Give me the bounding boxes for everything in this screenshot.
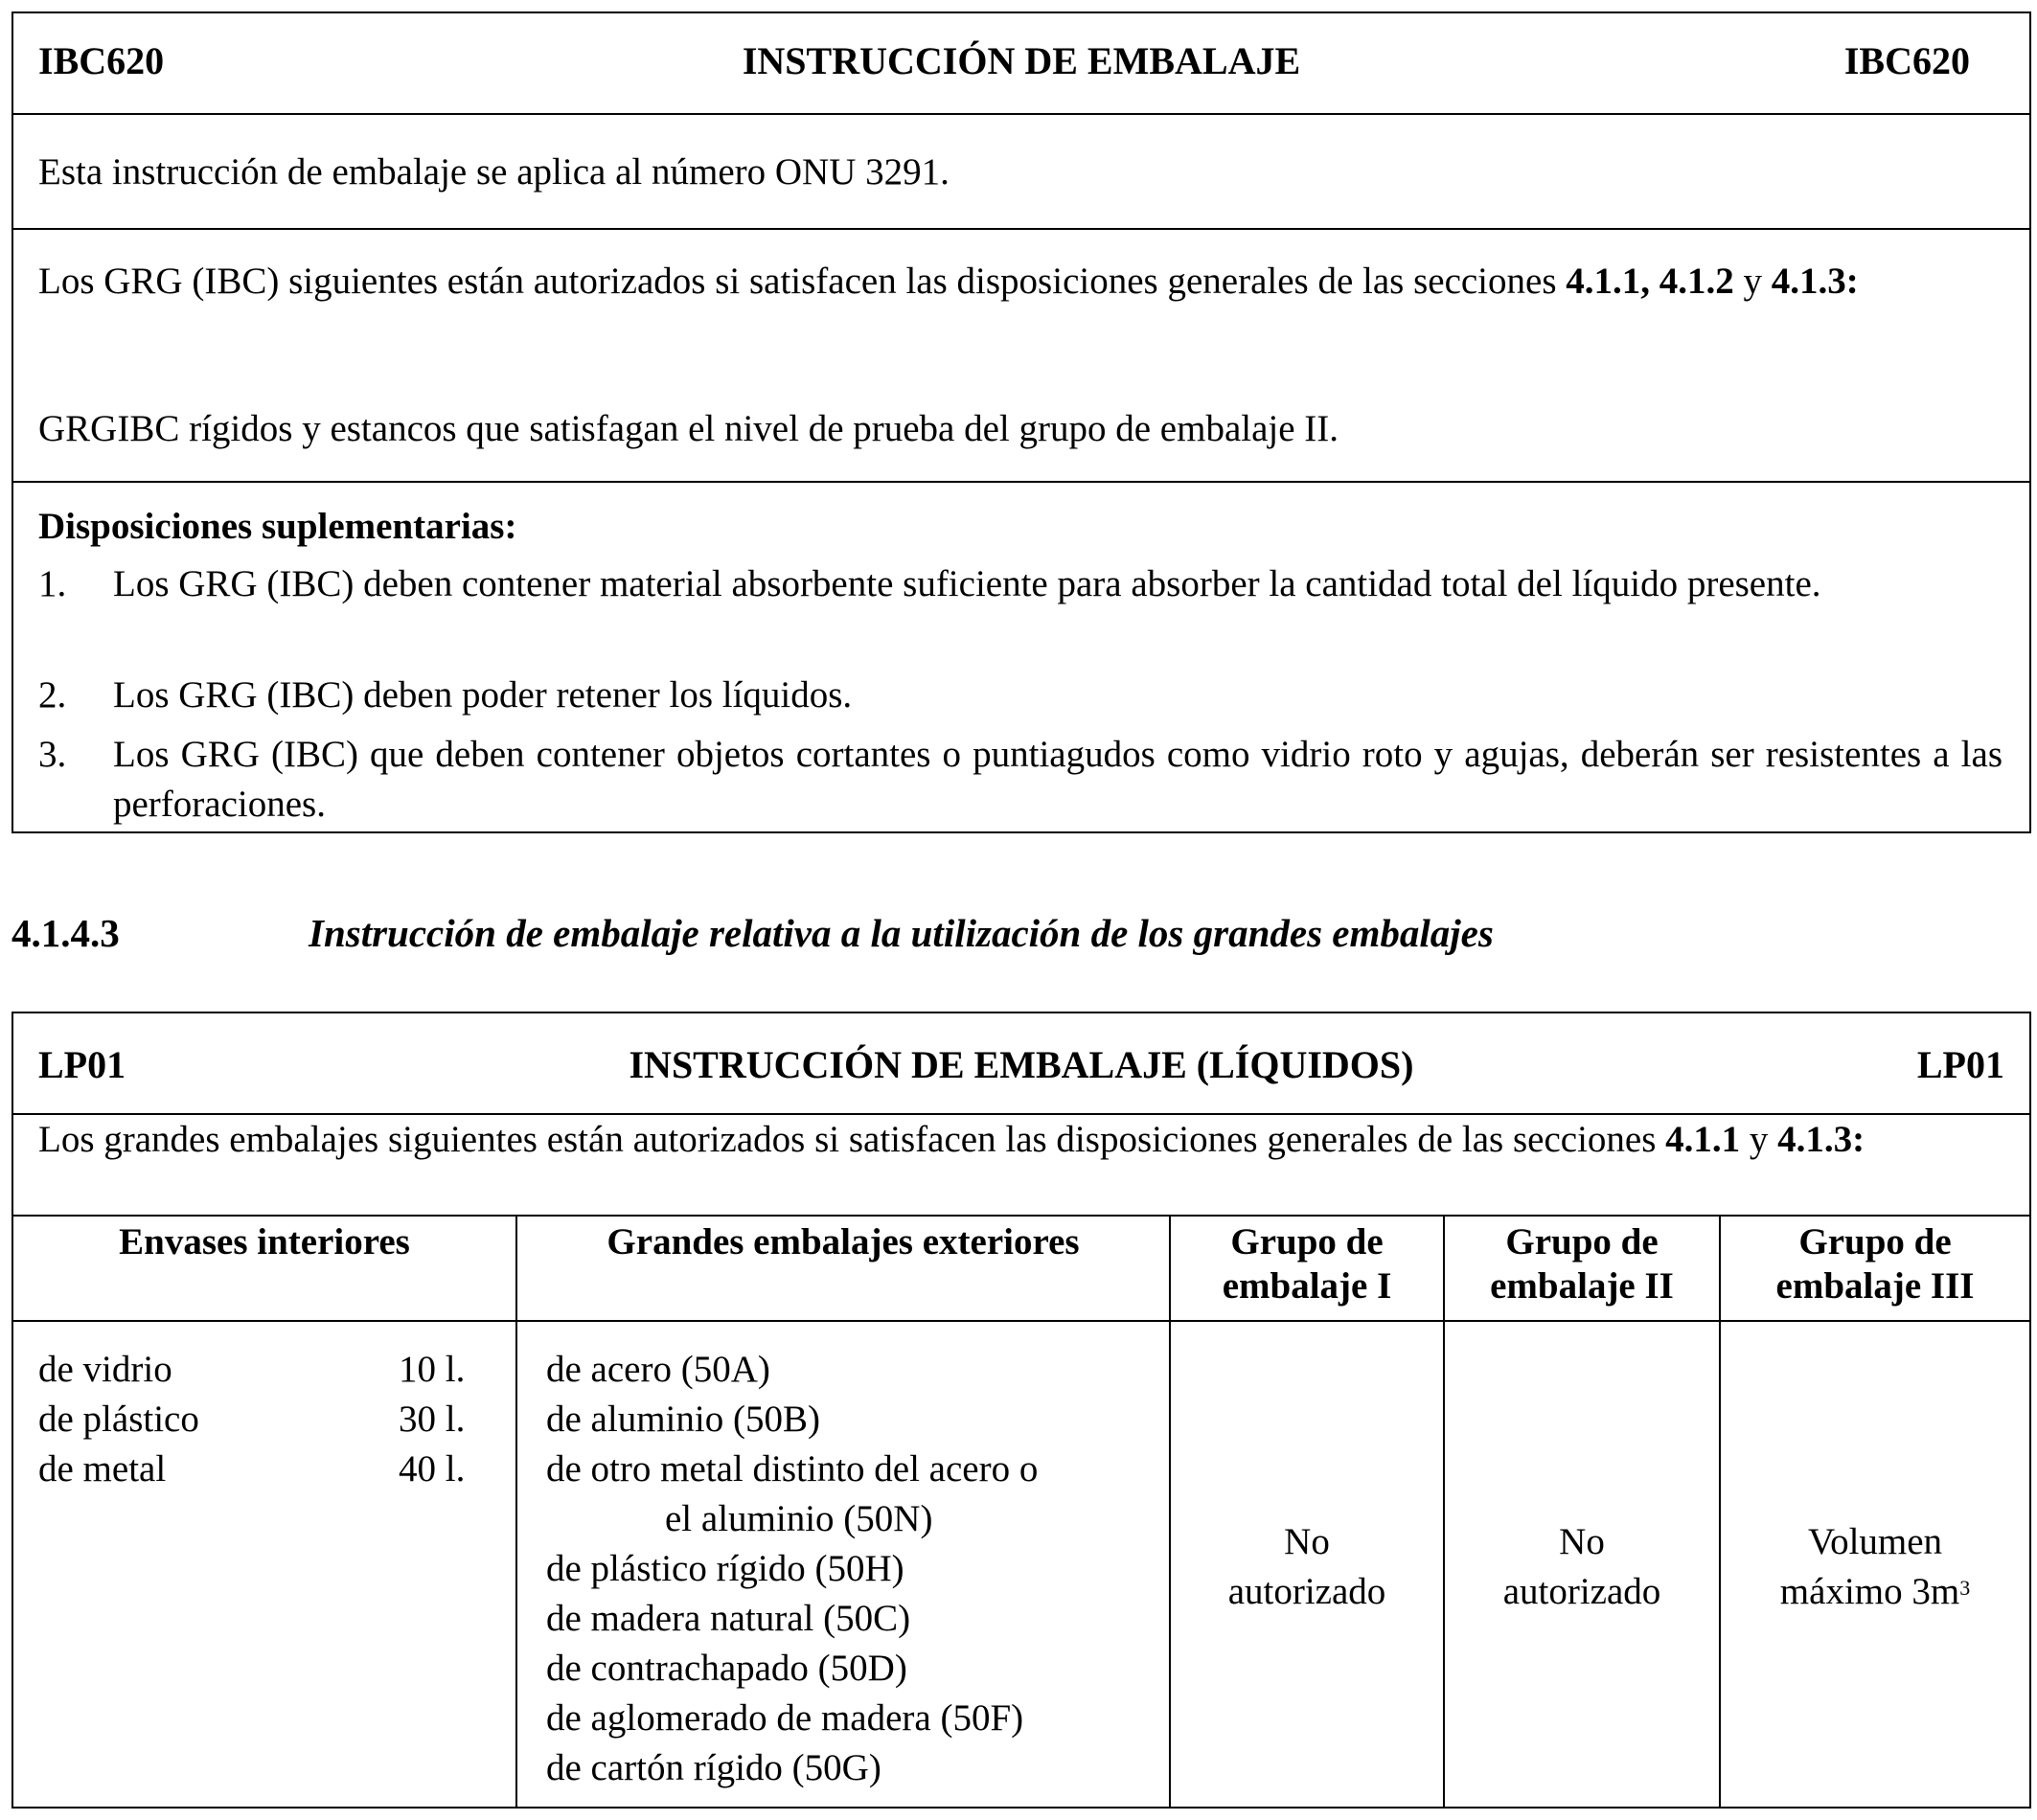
col-header-pg1 <box>1171 1220 1443 1308</box>
pg3-volume-exponent: 3 <box>1959 1576 1971 1600</box>
ibc620-box <box>11 11 2031 833</box>
lp01-title: INSTRUCCIÓN DE EMBALAJE (LÍQUIDOS) <box>629 1043 1414 1086</box>
ibc620-supp-title: Disposiciones suplementarias: <box>38 506 517 547</box>
outer-item-steel: de acero (50A) <box>546 1349 770 1390</box>
ibc620-header <box>13 13 2029 115</box>
supp-item-2 <box>38 671 2003 720</box>
outer-item-rigid-plastic: de plástico rígido (50H) <box>546 1548 904 1589</box>
col-header-outer: Grandes embalajes exteriores <box>607 1221 1080 1263</box>
ibc620-grg-line: GRGIBC rígidos y estancos que satisfagan el nivel de prueba del grupo de embalaje II. <box>38 408 1339 449</box>
pg2-cell <box>1445 1517 1719 1617</box>
ibc620-auth-row <box>13 230 2029 483</box>
ibc620-code-right: IBC620 <box>1843 39 1970 82</box>
col-header-pg3 <box>1721 1220 2029 1308</box>
supp-item-2-num: 2. <box>38 674 67 716</box>
pg3-volume-text: máximo 3m <box>1779 1571 1960 1612</box>
outer-item-natural-wood: de madera natural (50C) <box>546 1598 911 1639</box>
inner-item-glass-qty: 10 l. <box>399 1349 466 1390</box>
inner-item-plastic-qty: 30 l. <box>399 1399 466 1440</box>
outer-item-other-metal: de otro metal distinto del acero o <box>546 1448 1039 1490</box>
outer-item-fibreboard: de cartón rígido (50G) <box>546 1747 881 1788</box>
col-header-pg3-line1: Grupo de <box>1798 1221 1952 1263</box>
ibc620-auth-y: y <box>1733 261 1772 302</box>
pg1-line2: autorizado <box>1227 1571 1386 1612</box>
lp01-auth-ref1: 4.1.1 <box>1665 1119 1741 1160</box>
inner-item-metal-qty: 40 l. <box>399 1448 466 1490</box>
supp-item-1-num: 1. <box>38 563 67 604</box>
ibc620-auth-ref3: 4.1.3: <box>1771 261 1859 302</box>
section-heading <box>11 910 2024 967</box>
lp01-table <box>13 1217 2029 1807</box>
ibc620-auth-paragraph <box>38 257 2003 307</box>
pg3-cell <box>1721 1517 2029 1617</box>
section-title: Instrucción de embalaje relativa a la utilización de los grandes embalajes <box>309 911 1494 955</box>
outer-item-reconstituted-wood: de aglomerado de madera (50F) <box>546 1697 1024 1739</box>
pg3-line1: Volumen <box>1807 1521 1943 1562</box>
ibc620-applies-text: Esta instrucción de embalaje se aplica al número ONU 3291. <box>38 151 950 193</box>
col-header-pg2 <box>1445 1220 1719 1308</box>
supp-item-2-text: Los GRG (IBC) deben poder retener los líquidos. <box>113 674 853 716</box>
inner-item-metal: de metal <box>38 1448 167 1490</box>
lp01-code-right: LP01 <box>1916 1043 2004 1086</box>
lp01-auth-ref2: 4.1.3: <box>1777 1119 1865 1160</box>
inner-item-glass: de vidrio <box>38 1349 172 1390</box>
col-header-pg3-line2: embalaje III <box>1775 1265 1975 1307</box>
lp01-header <box>13 1013 2029 1115</box>
lp01-auth-y: y <box>1740 1119 1769 1160</box>
supp-item-1-text: Los GRG (IBC) deben contener material absorbente suficiente para absorber la cantidad total del líquido presente. <box>113 563 1821 604</box>
lp01-auth-row <box>13 1115 2029 1217</box>
outer-item-aluminium: de aluminio (50B) <box>546 1399 820 1440</box>
lp01-auth-paragraph <box>38 1115 2003 1165</box>
ibc620-code-left: IBC620 <box>38 39 165 82</box>
pg1-line1: No <box>1284 1521 1330 1562</box>
pg3-line2 <box>1721 1567 2029 1617</box>
ibc620-applies-row <box>13 115 2029 230</box>
outer-item-plywood: de contrachapado (50D) <box>546 1648 907 1689</box>
lp01-auth-text: Los grandes embalajes siguientes están autorizados si satisfacen las disposiciones generales de las secciones <box>38 1119 1666 1160</box>
pg1-cell <box>1171 1517 1443 1617</box>
col-header-pg1-line1: Grupo de <box>1230 1221 1384 1263</box>
ibc620-title: INSTRUCCIÓN DE EMBALAJE <box>742 39 1301 82</box>
col-header-pg1-line2: embalaje I <box>1222 1265 1392 1307</box>
lp01-box <box>11 1012 2031 1809</box>
supp-item-3-text: Los GRG (IBC) que deben contener objetos cortantes o puntiagudos como vidrio roto y agujas, deberán ser resistentes a las perforaciones. <box>113 734 2003 825</box>
pg2-line2: autorizado <box>1502 1571 1661 1612</box>
outer-item-other-metal-cont: el aluminio (50N) <box>665 1498 933 1539</box>
lp01-code-left: LP01 <box>38 1043 126 1086</box>
section-number: 4.1.4.3 <box>11 911 120 955</box>
col-header-pg2-line2: embalaje II <box>1490 1265 1674 1307</box>
pg2-line1: No <box>1559 1521 1605 1562</box>
supp-item-3-num: 3. <box>38 734 67 775</box>
supp-item-1 <box>38 559 2003 609</box>
col-header-pg2-line1: Grupo de <box>1505 1221 1659 1263</box>
ibc620-auth-text: Los GRG (IBC) siguientes están autorizados si satisfacen las disposiciones generales de las secciones <box>38 261 1567 302</box>
col-header-inner: Envases interiores <box>119 1221 410 1263</box>
ibc620-supp-row <box>13 483 2029 833</box>
lp01-table-header <box>13 1217 2029 1322</box>
ibc620-auth-ref2: 4.1.2 <box>1659 261 1734 302</box>
ibc620-auth-ref1: 4.1.1, <box>1566 261 1651 302</box>
supp-item-3 <box>38 730 2003 830</box>
inner-item-plastic: de plástico <box>38 1399 199 1440</box>
